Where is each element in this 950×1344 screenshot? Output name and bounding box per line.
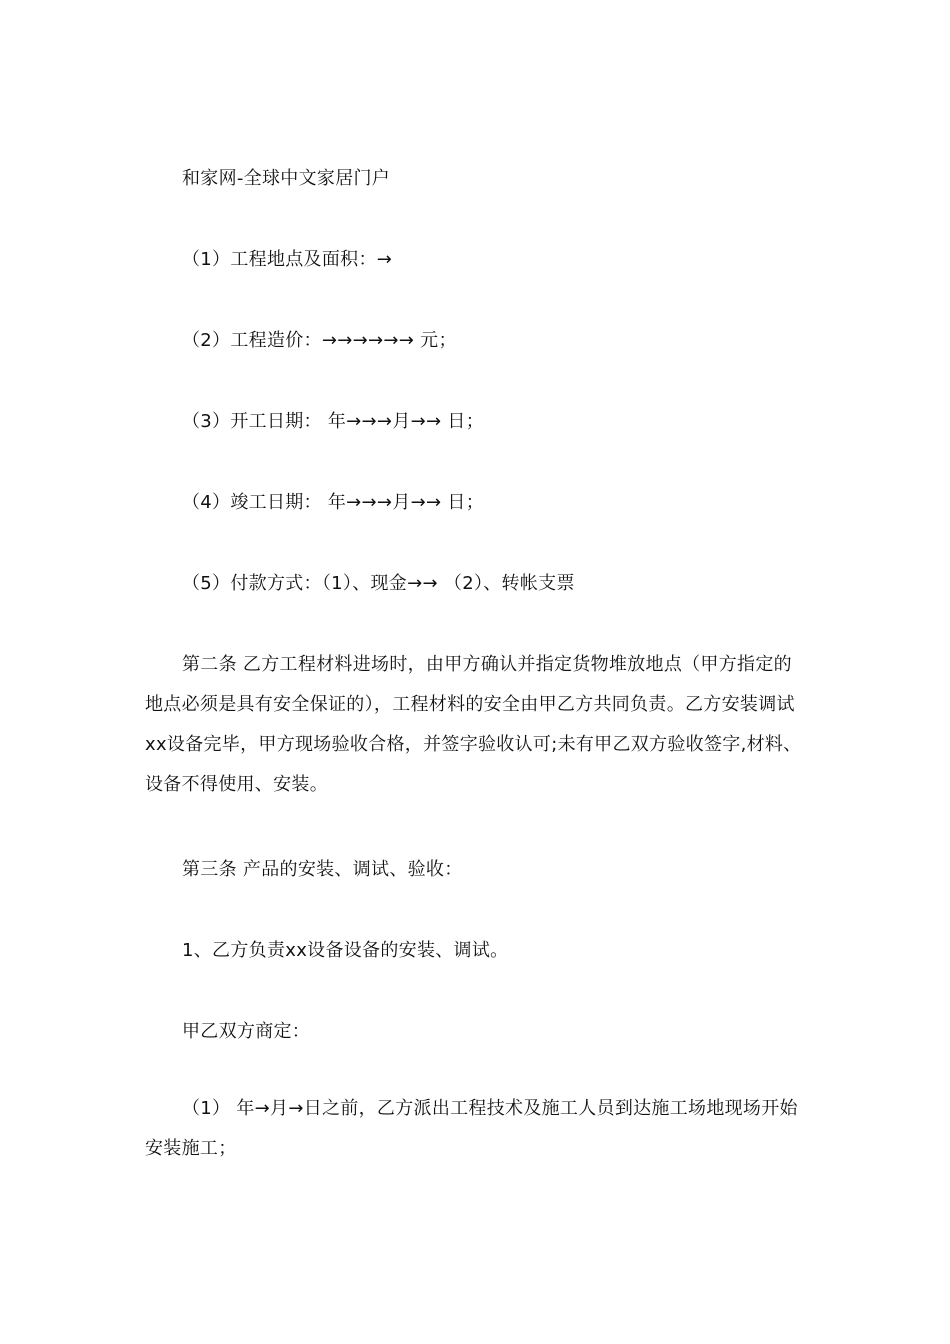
agreed-heading: 甲乙双方商定： (182, 1021, 311, 1042)
clause-1: 1、乙方负责xx设备设备的安装、调试。 (182, 940, 509, 961)
article-3-title: 第三条 产品的安装、调试、验收： (182, 859, 463, 880)
agreed-item-1: （1） 年→月→日之前，乙方派出工程技术及施工人员到达施工场地现场开始安装施工； (145, 1098, 798, 1159)
document-header: 和家网-全球中文家居门户 (182, 168, 391, 189)
item-payment-method: （5）付款方式：（1）、现金→→ （2）、转帐支票 (182, 573, 575, 594)
article-2-paragraph: 第二条 乙方工程材料进场时，由甲方确认并指定货物堆放地点（甲方指定的地点必须是具有安全保证的），工程材料的安全由甲乙方共同负责。乙方安装调试xx设备完毕，甲方现场验收合格，并签字验收认可;未有甲乙双方验收签字,材料、设备不得使用、安装。 (145, 654, 802, 795)
item-start-date: （3）开工日期： 年→→→月→→ 日； (182, 411, 485, 432)
item-completion-date: （4）竣工日期： 年→→→月→→ 日； (182, 492, 485, 513)
item-project-cost: （2）工程造价：→→→→→→ 元； (182, 330, 457, 351)
item-project-location: （1）工程地点及面积：→ (182, 249, 393, 270)
